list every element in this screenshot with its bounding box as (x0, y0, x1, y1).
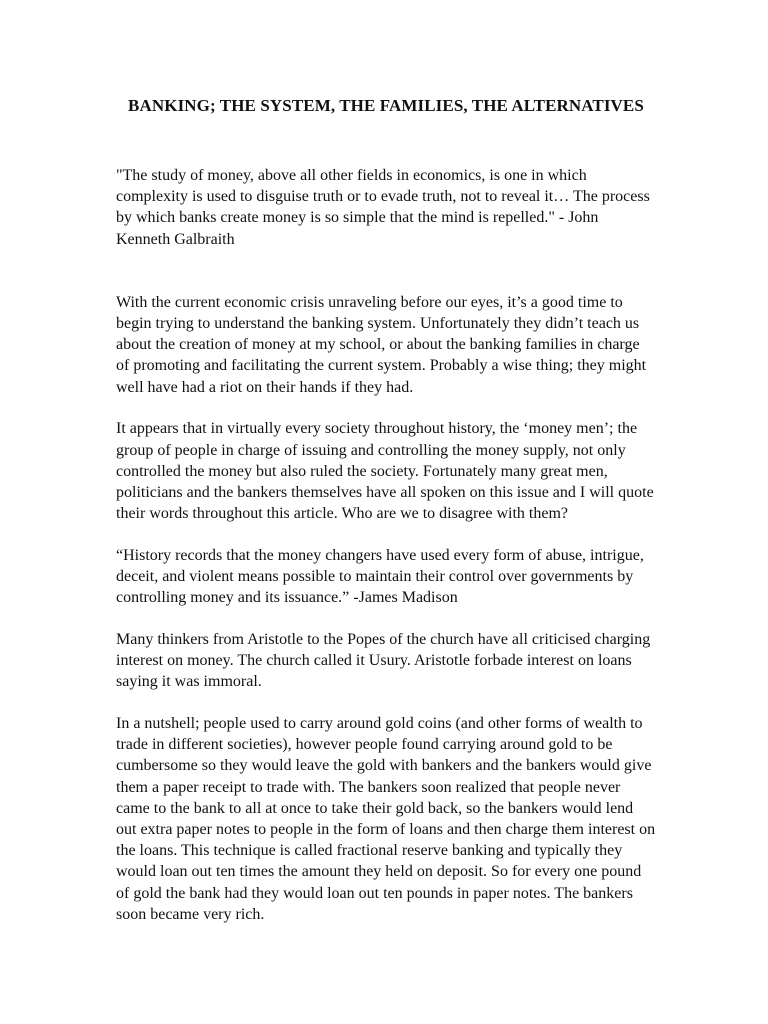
document-page (116, 94, 656, 946)
madison-quote: “History records that the money changers have used every form of abuse, intrigue, deceit, and violent means possible to maintain their control over governments by controlling money and its issuance.” -James Madison (116, 546, 644, 607)
usury-paragraph: Many thinkers from Aristotle to the Popes of the church have all criticised charging interest on money. The church called it Usury. Aristotle forbade interest on loans saying it was immoral. (116, 630, 651, 691)
galbraith-quote: "The study of money, above all other fields in economics, is one in which complexity is used to disguise truth or to evade truth, not to reveal it… The process by which banks create money is so simple that the mind is repelled." - John Kenneth Galbraith (116, 167, 650, 248)
fractional-reserve-paragraph: In a nutshell; people used to carry around gold coins (and other forms of wealth to trade in different societies), however people found carrying around gold to be cumbersome so they would leave the gold with bankers and the bankers would give them a paper receipt to trade with. The bankers soon realized that people never came to the bank to all at once to take their gold back, so the bankers would lend out extra paper notes to people in the form of loans and then charge them interest on the loans. This technique is called fractional reserve banking and typically they would loan out ten times the amount they held on deposit. So for every one pound of gold the bank had they would loan out ten pounds in paper notes. The bankers soon became very rich. (116, 715, 656, 923)
money-men-paragraph: It appears that in virtually every society throughout history, the ‘money men’; the group of people in charge of issuing and controlling the money supply, not only controlled the money but also ruled the society. Fortunately many great men, politicians and the bankers themselves have all spoken on this issue and I will quote their words throughout this article. Who are we to disagree with them? (116, 420, 654, 523)
intro-paragraph: With the current economic crisis unraveling before our eyes, it’s a good time to begin trying to understand the banking system. Unfortunately they didn’t teach us about the creation of money at my school, or about the banking families in charge of promoting and facilitating the current system. Probably a wise thing; they might well have had a riot on their hands if they had. (116, 293, 647, 396)
document-title: BANKING; THE SYSTEM, THE FAMILIES, THE ALTERNATIVES (128, 96, 644, 115)
